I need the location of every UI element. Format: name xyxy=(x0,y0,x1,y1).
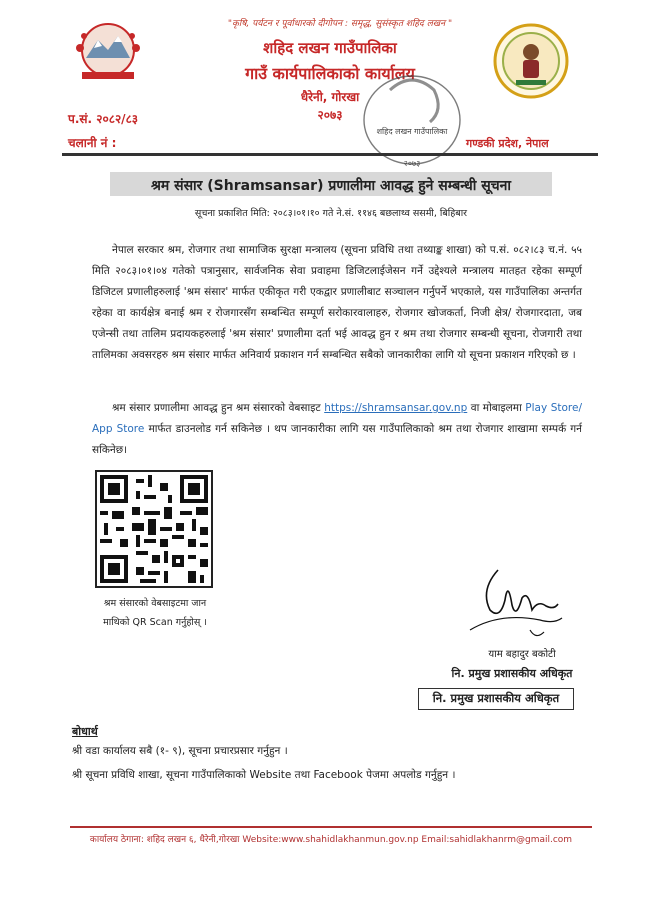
app-store-link[interactable]: Play Store/ App Store xyxy=(92,402,582,435)
footer-divider xyxy=(70,826,592,828)
office-address: धैरेनी, गोरखा xyxy=(300,90,360,104)
stamp-year: २०७३ xyxy=(403,159,421,168)
qr-code-image xyxy=(100,475,208,583)
municipality-logo xyxy=(492,22,570,100)
notice-paragraph-2 xyxy=(92,398,582,461)
footer-contact: कार्यालय ठेगाना: शहिद लखन ६, धैरेनी,गोरखा Website:www.shahidlakhanmun.gov.np Email:sahidlakhanrm@gmail.com xyxy=(89,835,573,845)
cc-item-ward-offices: श्री वडा कार्यालय सबै (१- ९), सूचना प्रचारप्रसार गर्नुहुन । xyxy=(72,745,288,757)
cc-item-it-branch: श्री सूचना प्रविधि शाखा, सूचना गाउँपालिकाको Website तथा Facebook पेजमा अपलोड गर्नुहुन । xyxy=(72,769,456,781)
province-name: गण्डकी प्रदेश, नेपाल xyxy=(466,137,549,150)
office-seal-stamp xyxy=(350,60,470,180)
stamp-text: शहिद लखन गाउँपालिका xyxy=(376,127,448,136)
office-name: गाउँ कार्यपालिकाको कार्यालय xyxy=(245,64,415,83)
qr-caption-line-1: श्रम संसारको वेबसाइटमा जान xyxy=(103,598,207,609)
qr-code[interactable] xyxy=(95,470,213,588)
dispatch-number: चलानी नं : xyxy=(68,136,117,150)
cc-heading: बोधार्थ xyxy=(72,725,98,738)
signatory-title: नि. प्रमुख प्रशासकीय अधिकृत xyxy=(451,667,573,680)
signatory-name: याम बहादुर बकोटी xyxy=(488,649,556,660)
paragraph-2-intro: श्रम संसार प्रणालीमा आवद्ध हुन श्रम संसारको वेबसाइट xyxy=(112,402,321,414)
nepal-government-emblem xyxy=(68,18,148,88)
notice-paragraph-1: नेपाल सरकार श्रम, रोजगार तथा सामाजिक सुरक्षा मन्त्रालय (सूचना प्रविधि तथा तथ्याङ्क शाखा) को प.सं. ०८२।८३ च.नं. ५५ मिति २०८३।०१।०४ गतेको पत्रानुसार, सार्वजनिक सेवा प्रवाहमा डिजिटलाईजेसन गर्ने उद्देश्यले मन्त्रालय मातहत रहेका सम्पूर्ण डिजिटल प्रणालीहरुलाई 'श्रम संसार' मार्फत एकीकृत गरी एकद्वार प्रणालीबाट सञ्चालन गर्नुपर्ने भएकाले, यस गाउँपालिका अन्तर्गत रहेका वा कार्यक्षेत्र बनाई श्रम र रोजगारसँग सम्बन्धित सम्पूर्ण सरोकारवालाहरु, रोजगार खोजकर्ता, निजी क्षेत्र/ रोजगारदाता, जब एजेन्सी तथा तालिम प्रदायकहरुलाई 'श्रम संसार' प्रणालीमा दर्ता भई आवद्ध हुन र श्रम तथा रोजगार सम्बन्धी सूचना, रोजगारी तथा तालिमका अवसरहरु श्रम संसार मार्फत अनिवार्य प्रकाशन गर्न सम्बन्धित सबैको जानकारीका लागि यो सूचना प्रकाशन गरिएको छ । xyxy=(92,244,582,361)
notice-title: श्रम संसार (Shramsansar) प्रणालीमा आवद्ध हुने सम्बन्धी सूचना xyxy=(150,178,512,194)
established-year: २०७३ xyxy=(317,108,343,122)
reference-number: प.सं. २०८२/८३ xyxy=(68,112,139,126)
qr-caption-line-2: माथिको QR Scan गर्नुहोस् । xyxy=(103,617,207,628)
signatory-stamp: नि. प्रमुख प्रशासकीय अधिकृत xyxy=(418,688,574,710)
header-divider xyxy=(62,153,598,156)
qr-caption xyxy=(82,594,228,632)
shramsansar-website-link[interactable]: https://shramsansar.gov.np xyxy=(324,402,468,414)
published-date: सूचना प्रकाशित मिति: २०८३।०१।१० गते ने.सं. ११४६ बछलाथ्व ससमी, बिहिबार xyxy=(194,208,468,219)
municipality-name: शहिद लखन गाउँपालिका xyxy=(263,39,397,57)
handwritten-signature xyxy=(450,560,570,650)
paragraph-2-rest: मार्फत डाउनलोड गर्न सकिनेछ । थप जानकारीका लागि यस गाउँपालिकाको श्रम तथा रोजगार शाखामा सम्पर्क गर्न सकिनेछ। xyxy=(92,423,582,456)
paragraph-2-mobile: वा मोबाइलमा xyxy=(470,402,522,414)
header-motto: "कृषि, पर्यटन र पूर्वाधारको दीगोपन : समृद्ध, सुसंस्कृत शहिद लखन " xyxy=(227,19,453,29)
